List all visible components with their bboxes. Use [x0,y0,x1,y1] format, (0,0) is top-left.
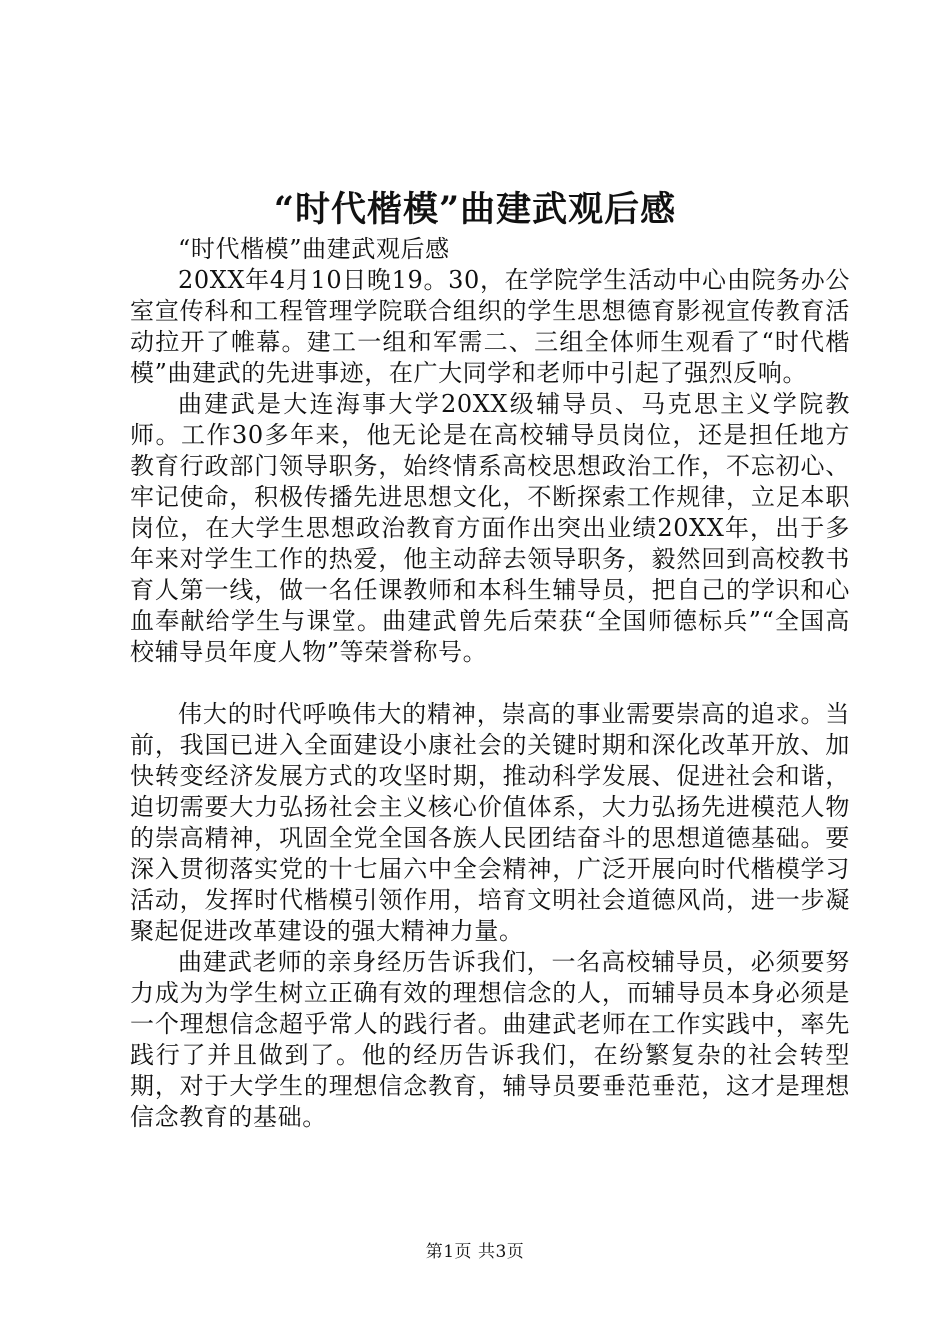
page-footer: 第1页 共3页 [425,1242,525,1262]
paragraph-reflection: 曲建武老师的亲身经历告诉我们，一名高校辅导员，必须要努力成为为学生树立正确有效的理想信念的人，而辅导员本身必须是一个理想信念超乎常人的践行者。曲建武老师在工作实践中，率先践行了并且做到了。他的经历告诉我们，在纷繁复杂的社会转型期，对于大学生的理想信念教育，辅导员要垂范垂范，这才是理想信念教育的基础。 [130,948,850,1131]
document-title: “时代楷模”曲建武观后感 [273,189,677,230]
paragraph-subtitle: “时代楷模”曲建武观后感 [178,235,450,263]
paragraph-event: 20XX年4月10日晚19。30，在学院学生活动中心由院务办公室宣传科和工程管理学院联合组织的学生思想德育影视宣传教育活动拉开了帷幕。建工一组和军需二、三组全体师生观看了“时代楷模”曲建武的先进事迹，在广大同学和老师中引起了强烈反响。 [130,266,850,387]
paragraph-biography: 曲建武是大连海事大学20XX级辅导员、马克思主义学院教师。工作30多年来，他无论是在高校辅导员岗位，还是担任地方教育行政部门领导职务，始终情系高校思想政治工作，不忘初心、牢记使命，积极传播先进思想文化，不断探索工作规律，立足本职岗位，在大学生思想政治教育方面作出突出业绩20XX年，出于多年来对学生工作的热爱，他主动辞去领导职务，毅然回到高校教书育人第一线，做一名任课教师和本科生辅导员，把自己的学识和心血奉献给学生与课堂。曲建武曾先后荣获“全国师德标兵”“全国高校辅导员年度人物”等荣誉称号。 [130,390,850,666]
document-body [130,234,850,1133]
paragraph-era-spirit: 伟大的时代呼唤伟大的精神，崇高的事业需要崇高的追求。当前，我国已进入全面建设小康社会的关键时期和深化改革开放、加快转变经济发展方式的攻坚时期，推动科学发展、促进社会和谐，迫切需要大力弘扬社会主义核心价值体系，大力弘扬先进模范人物的崇高精神，巩固全党全国各族人民团结奋斗的思想道德基础。要深入贯彻落实党的十七届六中全会精神，广泛开展向时代楷模学习活动，发挥时代楷模引领作用，培育文明社会道德风尚，进一步凝聚起促进改革建设的强大精神力量。 [130,700,850,945]
